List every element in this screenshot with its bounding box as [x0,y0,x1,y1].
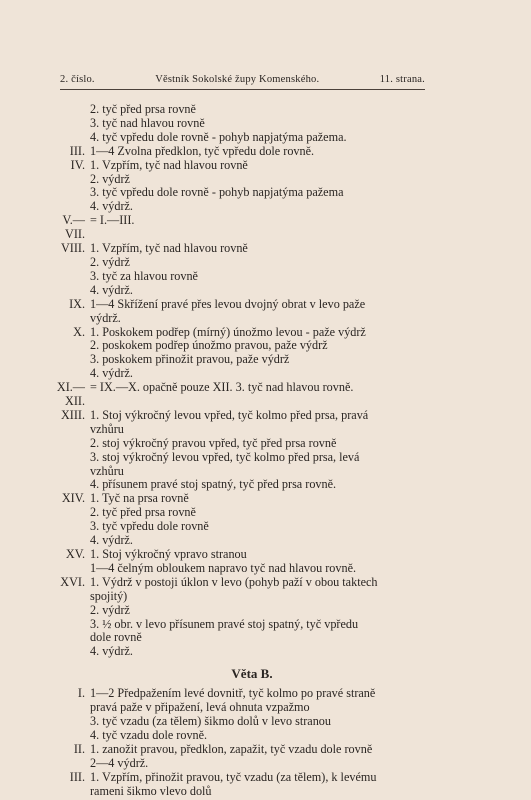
line-text: 1—4 čelným obloukem napravo tyč nad hlavou rovně. [90,560,357,575]
line-text: spojitý) [90,588,128,603]
document-body [52,103,432,798]
text-line [52,381,432,409]
line-text: 2. tyč před prsa rovně [90,505,196,520]
roman-numeral: III. [69,143,85,158]
roman-numeral: XVI. [60,574,85,589]
text-line [52,159,432,173]
text-line [52,562,432,576]
line-text: = I.—III. [90,213,135,228]
journal-title: Věstník Sokolské župy Komenského. [155,74,320,85]
line-text: = IX.—X. opačně pouze XII. 3. tyč nad hlavou rovně. [90,380,354,395]
roman-numeral: XIII. [60,407,85,422]
line-text: 3. ½ obr. v levo přísunem pravé stoj spatný, tyč vpředu [90,616,359,631]
line-text: 1. zanožit pravou, předklon, zapažit, tyč vzadu dole rovně [90,741,373,756]
roman-numeral [52,534,88,548]
line-text: 2. výdrž [90,602,130,617]
roman-numeral: IV. [70,157,85,172]
text-line [52,367,432,381]
line-text: 3. tyč vzadu (za tělem) šikmo dolů v levo stranou [90,713,331,728]
text-line [52,743,432,757]
text-line [52,298,432,312]
line-text: 4. výdrž. [90,533,133,548]
text-line [52,200,432,214]
line-text: 1. Vzpřím, tyč nad hlavou rovně [90,157,248,172]
text-line [52,785,432,799]
line-text: pravá paže v připažení, levá ohnuta vzpažmo [90,700,310,715]
line-text: 1. Poskokem podřep (mírný) únožmo levou - paže výdrž [90,324,366,339]
line-text: 4. tyč vzadu dole rovně. [90,727,208,742]
line-text: 3. stoj výkročný levou vpřed, tyč kolmo před prsa, levá [90,449,360,464]
roman-numeral [52,520,88,534]
roman-numeral [52,604,88,618]
line-text: vzhůru [90,463,124,478]
text-line [52,701,432,715]
text-line [52,478,432,492]
text-line [52,284,432,298]
roman-numeral [52,478,88,492]
text-line [52,423,432,437]
roman-numeral: X. [73,324,85,339]
text-line [52,451,432,465]
line-text: rameni šikmo vlevo dolů [90,783,212,798]
roman-numeral [52,631,88,645]
text-line [52,771,432,785]
roman-numeral [52,618,88,632]
roman-numeral [52,506,88,520]
roman-numeral [52,270,88,284]
roman-numeral [52,339,88,353]
line-text: 1—4 Skřížení pravé přes levou dvojný obrat v levo paže [90,296,366,311]
roman-numeral [52,173,88,187]
text-line [52,618,432,632]
text-line [52,214,432,242]
sentence-a-block [52,103,432,659]
roman-numeral [52,353,88,367]
roman-numeral [52,186,88,200]
text-line [52,117,432,131]
text-line [52,173,432,187]
roman-numeral [52,367,88,381]
roman-numeral [52,256,88,270]
text-line [52,312,432,326]
text-line [52,506,432,520]
text-line [52,715,432,729]
sentence-b-block [52,687,432,798]
roman-numeral: XIV. [61,491,85,506]
text-line [52,242,432,256]
issue-number: 2. číslo. [60,74,95,85]
page-header [60,74,425,90]
text-line [52,256,432,270]
text-line [52,576,432,590]
text-line [52,270,432,284]
roman-numeral [52,590,88,604]
roman-numeral [52,284,88,298]
text-line [52,103,432,117]
line-text: 3. poskokem přinožit pravou, paže výdrž [90,352,290,367]
roman-numeral: XV. [65,547,85,561]
text-line [52,339,432,353]
line-text: 4. tyč vpředu dole rovně - pohyb napjatýma pažema. [90,129,347,144]
line-text: 2. výdrž [90,171,130,186]
text-line [52,520,432,534]
text-line [52,131,432,145]
roman-numeral [52,785,88,799]
line-text: 3. tyč vpředu dole rovně - pohyb napjatýma pažema [90,185,344,200]
text-line [52,631,432,645]
text-line [52,548,432,562]
roman-numeral [52,715,88,729]
line-text: 2. poskokem podřep únožmo pravou, paže výdrž [90,338,328,353]
line-text: dole rovně [90,630,142,645]
roman-numeral [52,729,88,743]
text-line [52,465,432,479]
roman-numeral [52,465,88,479]
text-line [52,604,432,618]
text-line [52,590,432,604]
line-text: 3. tyč nad hlavou rovně [90,115,205,130]
section-title: Věta B. [231,666,273,682]
line-text: 4. výdrž. [90,282,133,297]
line-text: 3. tyč za hlavou rovně [90,268,198,283]
line-text: výdrž. [90,310,121,325]
line-text: 4. výdrž. [90,644,133,659]
line-text: 1. Tyč na prsa rovně [90,491,189,506]
roman-numeral [52,757,88,771]
line-text: 2. stoj výkročný pravou vpřed, tyč před prsa rovně [90,435,337,450]
text-line [52,326,432,340]
line-text: 4. výdrž. [90,199,133,214]
line-text: 1. Vzpřím, tyč nad hlavou rovně [90,241,248,256]
line-text: 2. výdrž [90,254,130,269]
roman-numeral: XI.—XII. [56,380,85,409]
roman-numeral [52,645,88,659]
text-line [52,145,432,159]
line-text: 1. Vzpřím, přinožit pravou, tyč vzadu (za tělem), k levému [90,769,377,784]
text-line [52,492,432,506]
roman-numeral [52,423,88,437]
roman-numeral: VIII. [60,241,85,256]
roman-numeral: V.—VII. [62,213,85,242]
text-line [52,409,432,423]
roman-numeral: III. [69,769,85,784]
line-text: 1. Stoj výkročný vpravo stranou [90,547,247,561]
text-line [52,353,432,367]
line-text: vzhůru [90,421,124,436]
roman-numeral [52,312,88,326]
text-line [52,186,432,200]
roman-numeral: I. [77,686,85,701]
roman-numeral: II. [73,741,85,756]
roman-numeral [52,200,88,214]
roman-numeral: IX. [69,296,85,311]
roman-numeral [52,451,88,465]
text-line [52,437,432,451]
text-line [52,687,432,701]
roman-numeral [52,437,88,451]
line-text: 4. přísunem pravé stoj spatný, tyč před prsa rovně. [90,477,337,492]
line-text: 4. výdrž. [90,366,133,381]
roman-numeral [52,131,88,145]
line-text: 2—4 výdrž. [90,755,149,770]
line-text: 1—2 Předpažením levé dovnitř, tyč kolmo po pravé straně [90,686,376,701]
text-line [52,534,432,548]
line-text: 1—4 Zvolna předklon, tyč vpředu dole rovně. [90,143,315,158]
roman-numeral [52,701,88,715]
roman-numeral [52,103,88,117]
roman-numeral [52,562,88,576]
line-text: 2. tyč před prsa rovně [90,102,196,116]
page-number: 11. strana. [379,74,425,85]
line-text: 1. Stoj výkročný levou vpřed, tyč kolmo před prsa, pravá [90,407,369,422]
line-text: 1. Výdrž v postoji úklon v levo (pohyb paží v obou taktech [90,574,378,589]
text-line [52,757,432,771]
roman-numeral [52,117,88,131]
text-line [52,729,432,743]
line-text: 3. tyč vpředu dole rovně [90,519,209,534]
text-line [52,645,432,659]
